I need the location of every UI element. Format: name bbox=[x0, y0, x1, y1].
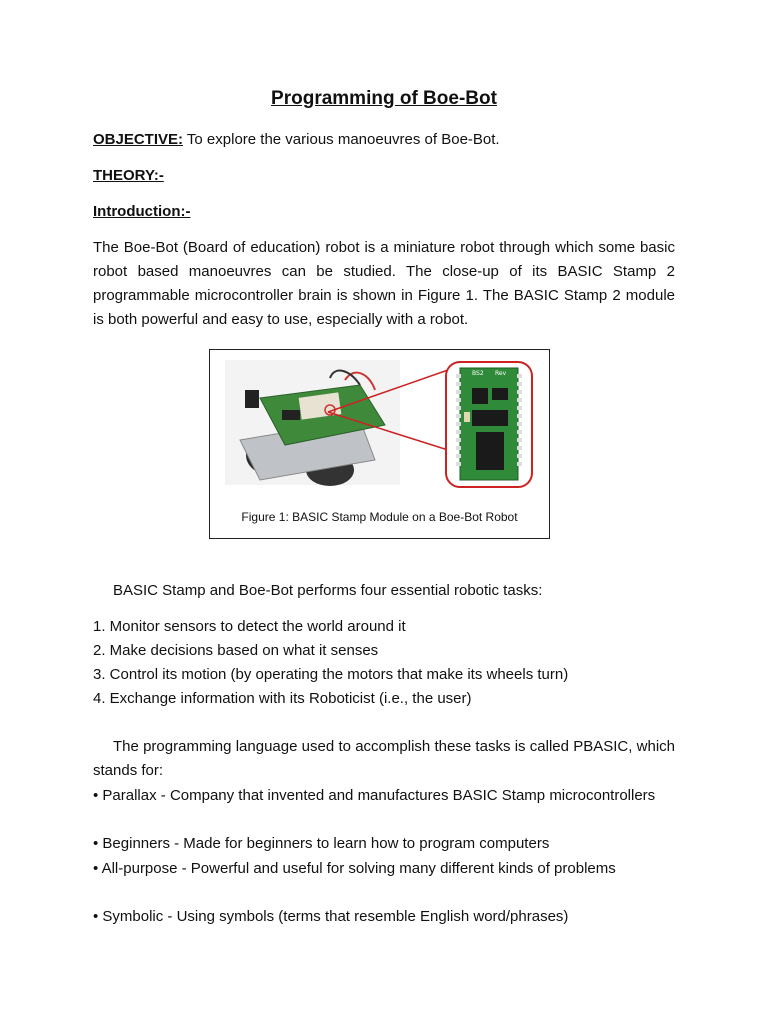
tasks-list bbox=[93, 615, 675, 711]
objective-line bbox=[93, 128, 675, 152]
list-item: 3. Control its motion (by operating the motors that make its wheels turn) bbox=[93, 666, 569, 683]
intro-paragraph: The Boe-Bot (Board of education) robot is a miniature robot through which some basic robot based manoeuvres can be studied. The close-up of its BASIC Stamp 2 programmable microcontroller brain is shown in Figure 1. The BASIC Stamp 2 module is both powerful and easy to use, especially with a robot. bbox=[93, 239, 675, 328]
list-item: 4. Exchange information with its Roboticist (i.e., the user) bbox=[93, 690, 472, 707]
figure-1 bbox=[209, 349, 550, 539]
bullet-item: • Parallax - Company that invented and manufactures BASIC Stamp microcontrollers bbox=[93, 787, 656, 804]
objective-text: To explore the various manoeuvres of Boe-Bot. bbox=[183, 131, 500, 148]
chip-label: BS2 bbox=[472, 370, 484, 377]
list-item: 1. Monitor sensors to detect the world around it bbox=[93, 618, 406, 635]
chip-label-rev: Rev bbox=[495, 370, 507, 377]
bullet-item: • Symbolic - Using symbols (terms that resemble English word/phrases) bbox=[93, 908, 569, 925]
page-title: Programming of Boe-Bot bbox=[271, 88, 497, 109]
introduction-heading: Introduction:- bbox=[93, 203, 191, 220]
bullet-item: • All-purpose - Powerful and useful for solving many different kinds of problems bbox=[93, 860, 616, 877]
theory-heading: THEORY:- bbox=[93, 167, 164, 184]
figure-caption: Figure 1: BASIC Stamp Module on a Boe-Bot Robot bbox=[241, 510, 518, 524]
pbasic-intro: The programming language used to accomplish these tasks is called PBASIC, which stands for: bbox=[93, 738, 675, 779]
objective-label: OBJECTIVE: bbox=[93, 131, 184, 148]
list-item: 2. Make decisions based on what it senses bbox=[93, 642, 379, 659]
bullet-item: • Beginners - Made for beginners to learn how to program computers bbox=[93, 835, 550, 852]
tasks-intro: BASIC Stamp and Boe-Bot performs four essential robotic tasks: bbox=[113, 582, 543, 599]
